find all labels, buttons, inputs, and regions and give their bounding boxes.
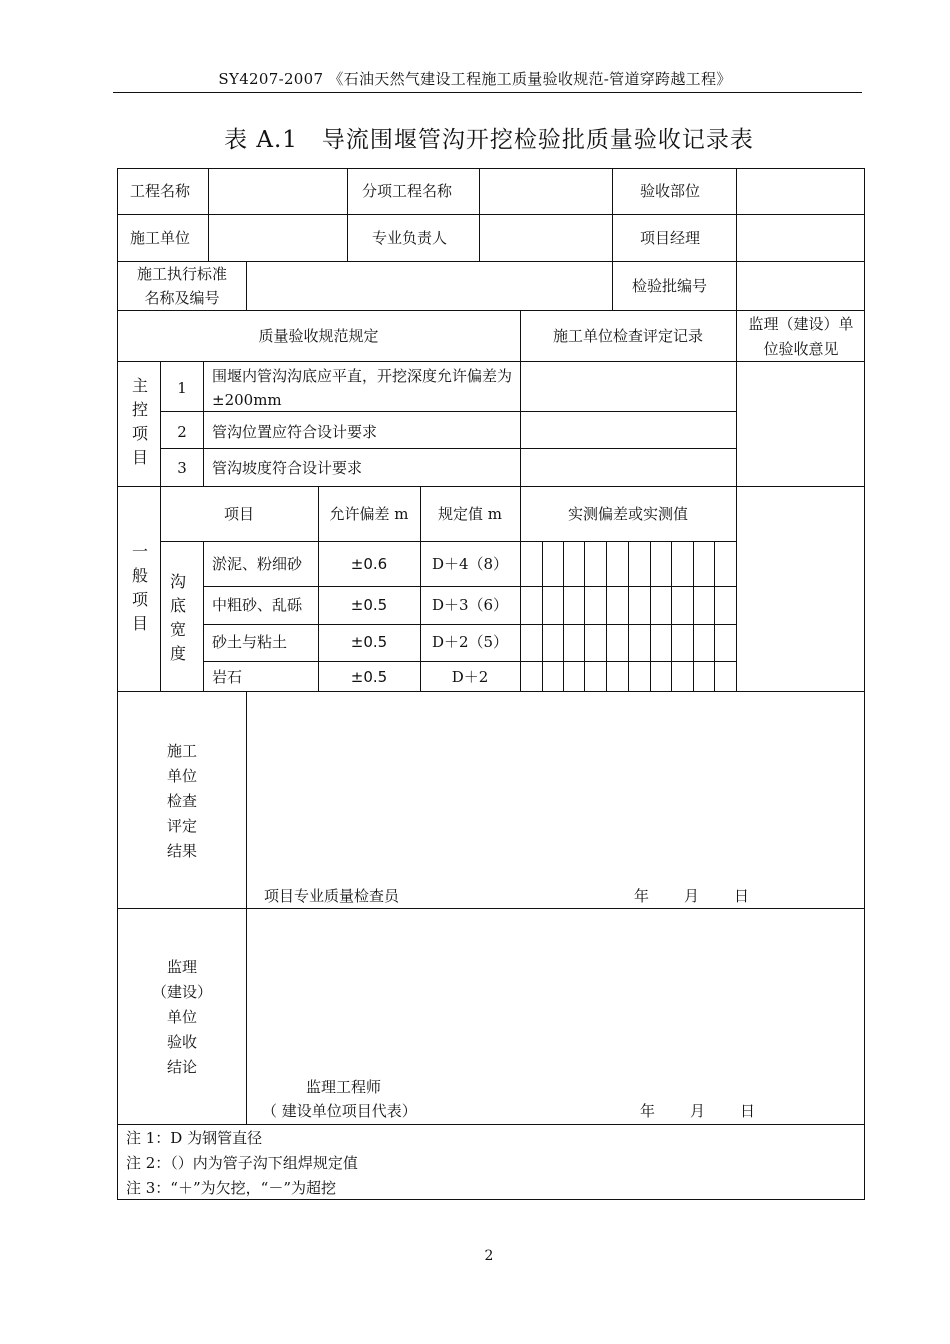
header-construction-check: 施工单位检查评定记录 — [552, 327, 703, 345]
grid-line — [650, 541, 651, 691]
header-rule — [113, 92, 862, 93]
main-item-2-no: 2 — [177, 423, 187, 441]
label-construction-unit: 施工单位 — [130, 229, 191, 247]
grid-line — [612, 261, 613, 310]
grid-line — [117, 310, 865, 311]
supervision-year: 年 — [640, 1102, 656, 1120]
row-2-soil: 中粗砂、乱砾 — [212, 596, 303, 614]
construction-result-label-3: 检查 — [166, 792, 197, 810]
grid-line — [246, 261, 247, 310]
grid-line — [542, 541, 543, 691]
grid-line — [606, 541, 607, 691]
main-item-2-text: 管沟位置应符合设计要求 — [212, 423, 378, 441]
construction-day: 日 — [734, 887, 750, 905]
main-item-1-no: 1 — [177, 379, 187, 397]
main-item-3-text: 管沟坡度符合设计要求 — [212, 459, 363, 477]
grid-line — [563, 541, 564, 691]
supervision-result-label-3: 单位 — [166, 1008, 197, 1026]
construction-year: 年 — [634, 887, 650, 905]
supervision-signer-1: 监理工程师 — [306, 1078, 382, 1096]
grid-line — [203, 586, 736, 587]
grid-line — [203, 661, 736, 662]
label-standard-line2: 名称及编号 — [144, 289, 220, 307]
row-2-tolerance: ±0.5 — [350, 596, 388, 614]
grid-line — [714, 541, 715, 691]
row-3-tolerance: ±0.5 — [350, 633, 388, 651]
grid-line — [117, 691, 865, 692]
note-1: 注 1：D 为钢管直径 — [126, 1129, 263, 1147]
grid-line — [160, 361, 161, 691]
general-header-measured: 实测偏差或实测值 — [567, 505, 688, 523]
grid-line — [628, 541, 629, 691]
grid-line — [203, 624, 736, 625]
row-4-spec: D＋2 — [451, 668, 489, 686]
construction-result-label-5: 结果 — [166, 842, 197, 860]
note-3: 注 3：“＋”为欠挖，“－”为超挖 — [126, 1179, 336, 1197]
grid-line — [347, 168, 348, 261]
header-supervision-line2: 位验收意见 — [763, 340, 839, 358]
note-2: 注 2：（）内为管子沟下组焊规定值 — [126, 1154, 358, 1172]
grid-line — [584, 541, 585, 691]
grid-line — [671, 541, 672, 691]
grid-line — [117, 214, 865, 215]
supervision-signer-2: （ 建设单位项目代表） — [262, 1102, 417, 1120]
form-title: 表 A.1 导流围堰管沟开挖检验批质量验收记录表 — [224, 127, 754, 153]
grid-line — [117, 908, 865, 909]
row-3-soil: 砂土与粘土 — [212, 633, 288, 651]
general-header-tolerance: 允许偏差 m — [329, 505, 409, 523]
main-item-1-text: 围堰内管沟沟底应平直，开挖深度允许偏差为±200mm — [212, 367, 513, 409]
row-1-tolerance: ±0.6 — [350, 555, 388, 573]
row-3-spec: D＋2（5） — [431, 633, 509, 651]
construction-result-label-1: 施工 — [166, 742, 197, 760]
running-header: SY4207-2007 《石油天然气建设工程施工质量验收规范-管道穿跨越工程》 — [218, 70, 732, 88]
grid-line — [520, 310, 521, 691]
label-sub-project-name: 分项工程名称 — [362, 182, 453, 200]
main-item-3-no: 3 — [177, 459, 187, 477]
page-number: 2 — [484, 1248, 494, 1264]
label-professional-lead: 专业负责人 — [372, 229, 448, 247]
supervision-result-label-1: 监理 — [166, 958, 197, 976]
grid-line — [117, 486, 865, 487]
grid-line — [612, 168, 613, 261]
label-project-manager: 项目经理 — [640, 229, 701, 247]
grid-line — [693, 541, 694, 691]
grid-line — [208, 168, 209, 261]
construction-result-label-2: 单位 — [166, 767, 197, 785]
header-spec: 质量验收规范规定 — [258, 327, 379, 345]
row-1-spec: D＋4（8） — [431, 555, 509, 573]
label-main-control: 主控项目 — [131, 376, 148, 467]
supervision-result-label-2: （建设） — [151, 983, 212, 1001]
label-general: 一般项目 — [131, 542, 148, 633]
supervision-day: 日 — [740, 1102, 756, 1120]
label-standard-line1: 施工执行标准 — [136, 265, 227, 283]
row-2-spec: D＋3（6） — [431, 596, 509, 614]
label-project-name: 工程名称 — [130, 182, 191, 200]
grid-line — [246, 691, 247, 1124]
label-acceptance-part: 验收部位 — [640, 182, 701, 200]
row-4-tolerance: ±0.5 — [350, 668, 388, 686]
supervision-result-label-5: 结论 — [166, 1058, 197, 1076]
grid-line — [479, 168, 480, 261]
label-trench-bottom-width: 沟底宽度 — [169, 572, 186, 663]
grid-line — [117, 361, 865, 362]
grid-line — [203, 541, 204, 691]
construction-signer: 项目专业质量检查员 — [264, 887, 400, 905]
general-header-item: 项目 — [223, 505, 254, 523]
row-4-soil: 岩石 — [212, 668, 243, 686]
construction-result-label-4: 评定 — [166, 817, 197, 835]
supervision-result-label-4: 验收 — [166, 1033, 197, 1051]
supervision-month: 月 — [690, 1102, 706, 1120]
grid-line — [160, 448, 736, 449]
row-1-soil: 淤泥、粉细砂 — [212, 555, 303, 573]
general-header-spec-value: 规定值 m — [438, 505, 502, 523]
construction-month: 月 — [684, 887, 700, 905]
grid-line — [117, 1124, 865, 1125]
label-batch-number: 检验批编号 — [632, 277, 708, 295]
header-supervision-line1: 监理（建设）单 — [748, 315, 854, 333]
grid-line — [736, 361, 737, 691]
